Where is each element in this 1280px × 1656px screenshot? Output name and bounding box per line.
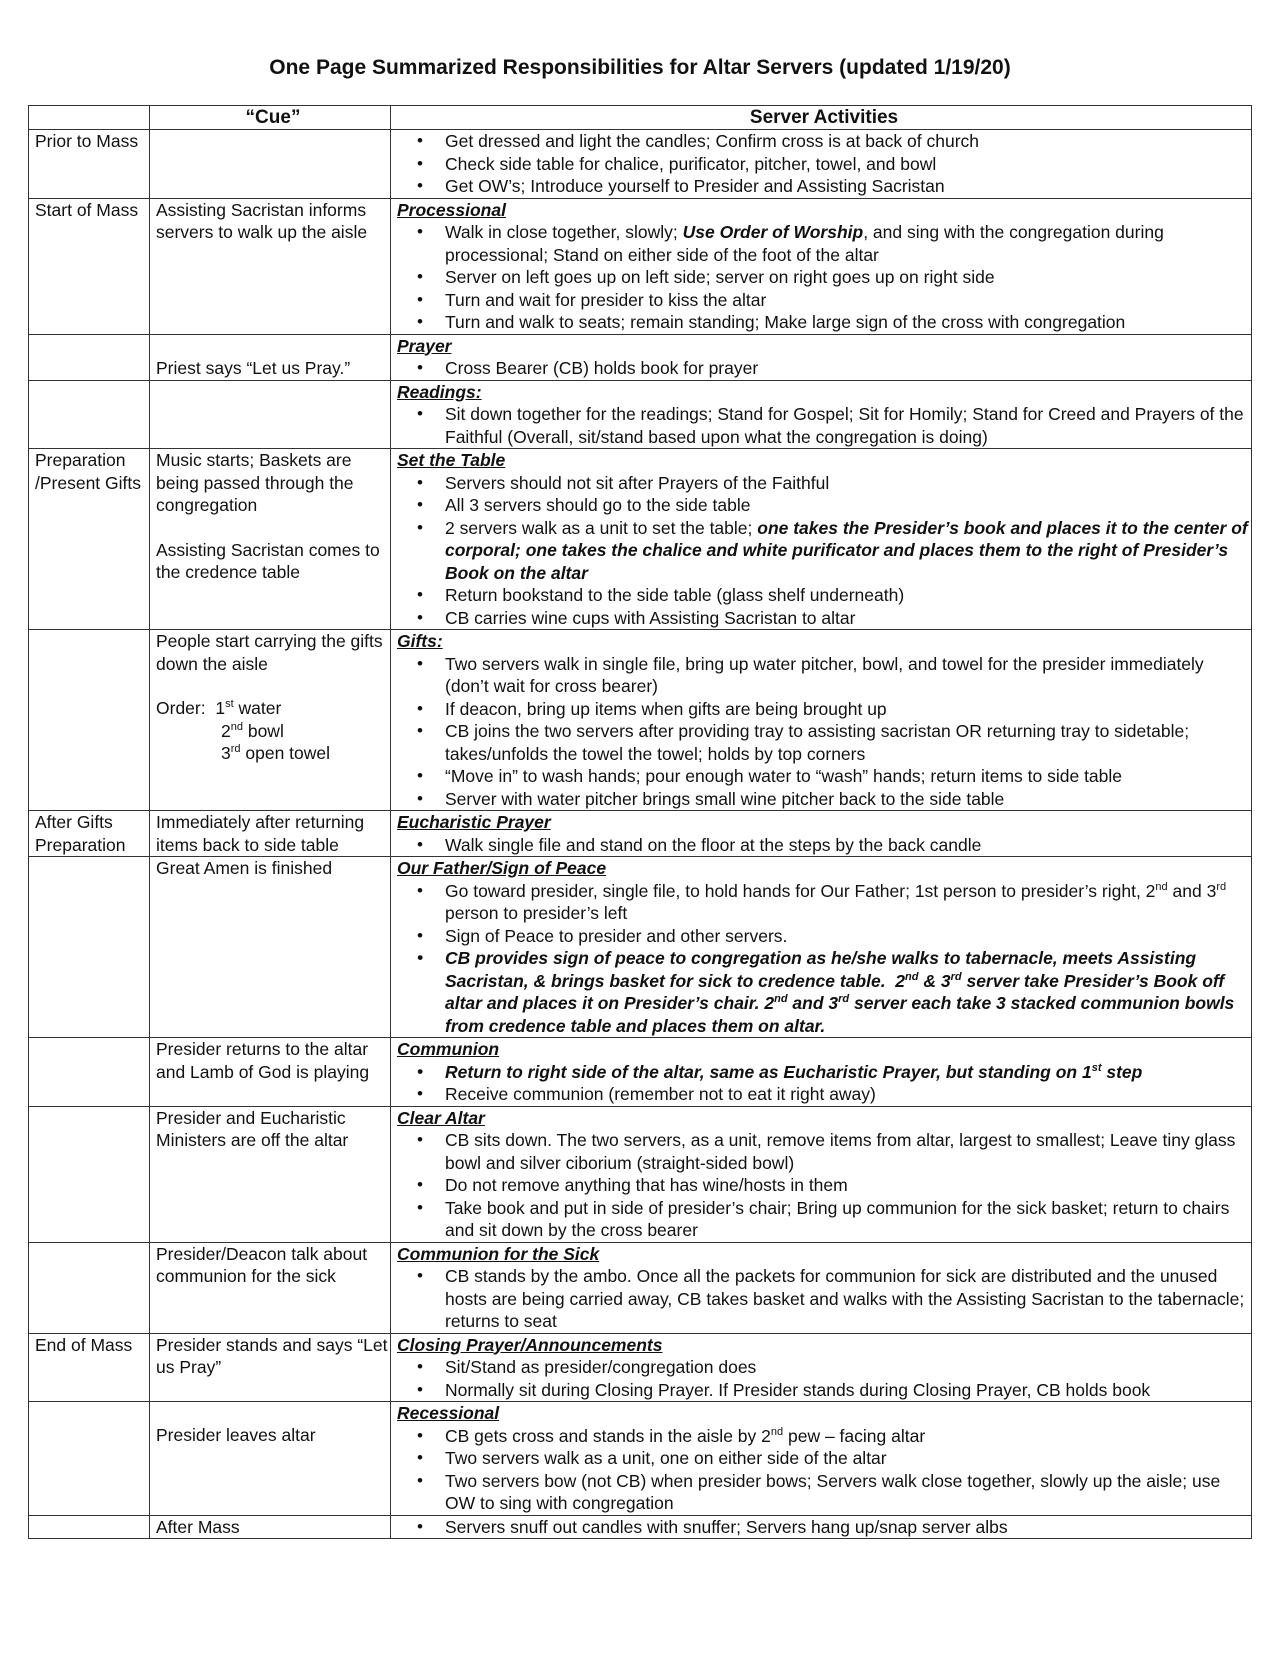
table-row <box>29 449 1252 630</box>
page-title: One Page Summarized Responsibilities for Altar Servers (updated 1/19/20) <box>269 56 1011 79</box>
phase-cell <box>29 857 150 1038</box>
cue-cell <box>150 857 391 1038</box>
list-item: • CB sits down. The two servers, as a unit, remove items from altar, largest to smallest; Leave tiny glass bowl and silver ciborium (straight-sided bowl) <box>397 1129 1251 1174</box>
activities-cell <box>391 1242 1252 1333</box>
phase-cell <box>29 1038 150 1107</box>
header-cue: “Cue” <box>150 106 391 130</box>
section-heading: Closing Prayer/Announcements <box>397 1334 663 1355</box>
table-row <box>29 630 1252 811</box>
phase-cell: After Gifts Preparation <box>29 811 150 857</box>
cue-text: Presider/Deacon talk about communion for the sick <box>156 1243 368 1286</box>
list-item: • If deacon, bring up items when gifts are being brought up <box>397 698 1251 721</box>
activities-cell <box>391 130 1252 199</box>
table-row <box>29 857 1252 1038</box>
cue-text: After Mass <box>156 1516 240 1537</box>
list-item: • CB gets cross and stands in the aisle by 2nd pew – facing altar <box>397 1425 1251 1448</box>
phase-cell <box>29 1515 150 1539</box>
cue-cell <box>150 1038 391 1107</box>
list-item: • Sign of Peace to presider and other servers. <box>397 925 1251 948</box>
table-row <box>29 198 1252 334</box>
phase-cell <box>29 1242 150 1333</box>
list-item: • Walk single file and stand on the floor at the steps by the back candle <box>397 834 1251 857</box>
cue-cell <box>150 1515 391 1539</box>
activities-cell <box>391 1515 1252 1539</box>
list-item: • Sit down together for the readings; Stand for Gospel; Sit for Homily; Stand for Creed and Prayers of the Faithful (Overall, sit/stand based upon what the congregation is doing) <box>397 403 1251 448</box>
activities-cell <box>391 380 1252 449</box>
list-item: • 2 servers walk as a unit to set the table; one takes the Presider’s book and places it to the center of corporal; one takes the chalice and white purificator and places them to the right of Presider’s Book on the altar <box>397 517 1251 585</box>
list-item: • Server with water pitcher brings small wine pitcher back to the side table <box>397 788 1251 811</box>
activities-cell <box>391 811 1252 857</box>
section-heading: Clear Altar <box>397 1107 485 1128</box>
phase-cell <box>29 334 150 380</box>
cue-order-3: 3rd open towel <box>221 743 331 763</box>
phase-cell: Start of Mass <box>29 198 150 334</box>
list-item: • Two servers bow (not CB) when presider bows; Servers walk close together, slowly up the aisle; use OW to sing with congregation <box>397 1470 1251 1515</box>
list-item: • Servers should not sit after Prayers of the Faithful <box>397 472 1251 495</box>
header-activities: Server Activities <box>391 106 1252 130</box>
section-heading: Prayer <box>397 335 452 356</box>
activities-cell <box>391 1038 1252 1107</box>
list-item: • Get OW’s; Introduce yourself to Presider and Assisting Sacristan <box>397 175 1251 198</box>
list-item: • CB stands by the ambo. Once all the packets for communion for sick are distributed and the unused hosts are being carried away, CB takes basket and walks with the Assisting Sacristan to the tabernacle; returns to seat <box>397 1265 1251 1333</box>
activities-cell <box>391 334 1252 380</box>
activities-cell <box>391 449 1252 630</box>
cue-cell <box>150 1333 391 1402</box>
section-heading: Communion for the Sick <box>397 1243 600 1264</box>
section-heading: Eucharistic Prayer <box>397 812 551 832</box>
list-item: • Turn and wait for presider to kiss the altar <box>397 289 1251 312</box>
cue-text: Presider and Eucharistic Ministers are off the altar <box>156 1107 349 1150</box>
activities-cell <box>391 198 1252 334</box>
table-row <box>29 334 1252 380</box>
table-row <box>29 811 1252 857</box>
table-row <box>29 130 1252 199</box>
list-item: • Server on left goes up on left side; server on right goes up on right side <box>397 266 1251 289</box>
section-heading: Readings: <box>397 381 482 402</box>
section-heading: Recessional <box>397 1403 500 1423</box>
cue-cell <box>150 449 391 630</box>
cue-text: Assisting Sacristan informs servers to walk up the aisle <box>156 199 368 242</box>
cue-text: Presider stands and says “Let us Pray” <box>156 1334 388 1377</box>
list-item: • Do not remove anything that has wine/hosts in them <box>397 1174 1251 1197</box>
cue-cell <box>150 1402 391 1516</box>
phase-cell <box>29 630 150 811</box>
table-row <box>29 1402 1252 1516</box>
activities-cell <box>391 857 1252 1038</box>
cue-cell <box>150 1106 391 1242</box>
section-heading: Set the Table <box>397 450 506 470</box>
list-item: • Take book and put in side of presider’s chair; Bring up communion for the sick basket; return to chairs and sit down by the cross bearer <box>397 1197 1251 1242</box>
cue-cell <box>150 198 391 334</box>
cue-text: Assisting Sacristan comes to the credence table <box>156 539 380 582</box>
list-item: • Receive communion (remember not to eat it right away) <box>397 1083 1251 1106</box>
list-item: • Cross Bearer (CB) holds book for prayer <box>397 357 1251 380</box>
list-item: • Two servers walk as a unit, one on either side of the altar <box>397 1447 1251 1470</box>
cue-order-1: Order: 1st water <box>156 698 282 718</box>
cue-text: Presider returns to the altar and Lamb of God is playing <box>156 1039 370 1082</box>
activities-cell <box>391 1402 1252 1516</box>
table-row <box>29 1038 1252 1107</box>
cue-text: Great Amen is finished <box>156 858 333 878</box>
list-item: • Return bookstand to the side table (glass shelf underneath) <box>397 584 1251 607</box>
table-row <box>29 1106 1252 1242</box>
list-item: • All 3 servers should go to the side table <box>397 494 1251 517</box>
section-heading: Communion <box>397 1039 500 1059</box>
responsibilities-table <box>28 105 1252 1539</box>
phase-cell <box>29 1106 150 1242</box>
phase-cell <box>29 1402 150 1516</box>
header-phase <box>29 106 150 130</box>
list-item: • Servers snuff out candles with snuffer; Servers hang up/snap server albs <box>397 1516 1251 1539</box>
list-item: • CB joins the two servers after providing tray to assisting sacristan OR returning tray to sidetable; takes/unfolds the towel the towel; holds by top corners <box>397 720 1251 765</box>
list-item: • Walk in close together, slowly; Use Order of Worship, and sing with the congregation during processional; Stand on either side of the foot of the altar <box>397 221 1251 266</box>
cue-text: Music starts; Baskets are being passed through the congregation <box>156 450 354 515</box>
cue-cell <box>150 1242 391 1333</box>
cue-text: People start carrying the gifts down the aisle <box>156 631 383 674</box>
cue-cell <box>150 130 391 199</box>
cue-text: Priest says “Let us Pray.” <box>156 357 351 378</box>
cue-cell <box>150 334 391 380</box>
activities-cell <box>391 1333 1252 1402</box>
phase-cell: Prior to Mass <box>29 130 150 199</box>
list-item: • Return to right side of the altar, same as Eucharistic Prayer, but standing on 1st step <box>397 1061 1251 1084</box>
table-row <box>29 1242 1252 1333</box>
list-item: • CB carries wine cups with Assisting Sacristan to altar <box>397 607 1251 630</box>
table-row <box>29 1333 1252 1402</box>
cue-cell <box>150 811 391 857</box>
cue-text: Immediately after returning items back to side table <box>156 812 365 855</box>
list-item: • Check side table for chalice, purificator, pitcher, towel, and bowl <box>397 153 1251 176</box>
phase-cell: End of Mass <box>29 1333 150 1402</box>
header-row <box>29 106 1252 130</box>
list-item: • CB provides sign of peace to congregation as he/she walks to tabernacle, meets Assisting Sacristan, & brings basket for sick to credence table. 2nd & 3rd server take Presider’s Book off altar and places it on Presider’s chair. 2nd and 3rd server each take 3 stacked communion bowls from credence table and places them on altar. <box>397 947 1251 1037</box>
table-row <box>29 1515 1252 1539</box>
section-heading: Processional <box>397 199 506 220</box>
activities-cell <box>391 1106 1252 1242</box>
cue-cell <box>150 630 391 811</box>
phase-cell <box>29 380 150 449</box>
list-item: • Sit/Stand as presider/congregation does <box>397 1356 1251 1379</box>
cue-text: Presider leaves altar <box>156 1425 316 1445</box>
section-heading: Gifts: <box>397 631 443 651</box>
phase-cell: Preparation /Present Gifts <box>29 449 150 630</box>
cue-cell <box>150 380 391 449</box>
list-item: • Turn and walk to seats; remain standing; Make large sign of the cross with congregation <box>397 311 1251 334</box>
list-item: • Go toward presider, single file, to hold hands for Our Father; 1st person to presider’s right, 2nd and 3rd person to presider’s left <box>397 880 1251 925</box>
activities-cell <box>391 630 1252 811</box>
cue-order-2: 2nd bowl <box>221 720 284 741</box>
list-item: • Two servers walk in single file, bring up water pitcher, bowl, and towel for the presider immediately (don’t wait for cross bearer) <box>397 653 1251 698</box>
list-item: • “Move in” to wash hands; pour enough water to “wash” hands; return items to side table <box>397 765 1251 788</box>
list-item: • Get dressed and light the candles; Confirm cross is at back of church <box>397 130 1251 153</box>
table-row <box>29 380 1252 449</box>
section-heading: Our Father/Sign of Peace <box>397 858 607 878</box>
list-item: • Normally sit during Closing Prayer. If Presider stands during Closing Prayer, CB holds book <box>397 1379 1251 1402</box>
